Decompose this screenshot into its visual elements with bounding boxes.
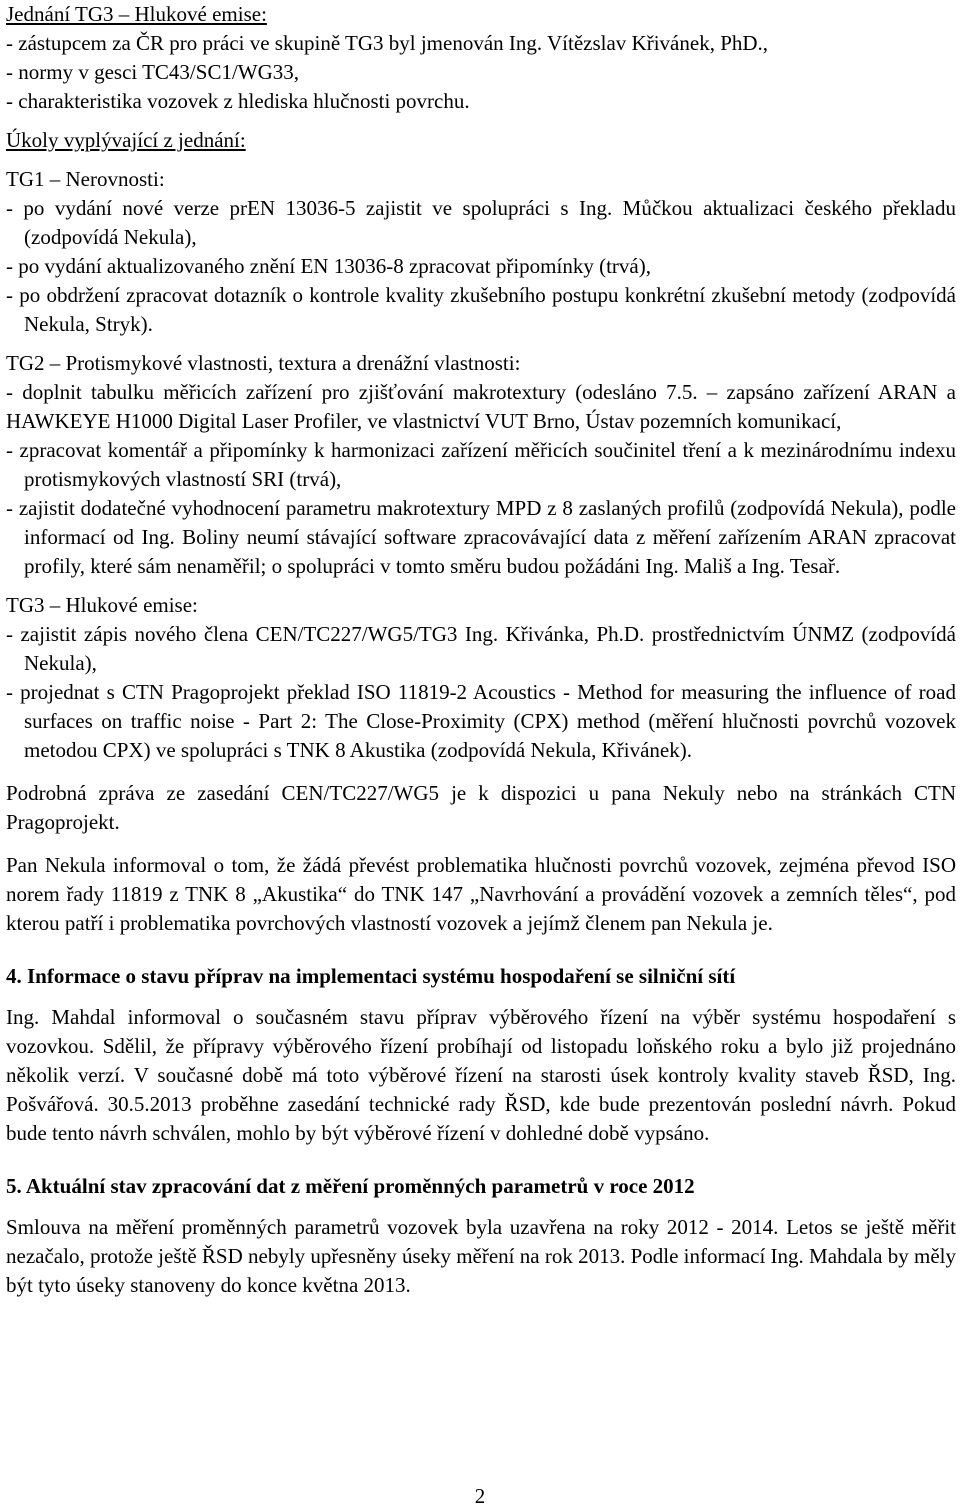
list-item: - doplnit tabulku měřicích zařízení pro zjišťování makrotextury (odesláno 7.5. – zapsáno zařízení ARAN a HAWKEYE H1000 Digital Laser Profiler, ve vlastnictví VUT Brno, Ústav pozemních komunikací, — [6, 380, 956, 433]
list-item: - po vydání aktualizovaného znění EN 13036-8 zpracovat připomínky (trvá), — [6, 254, 651, 278]
tg3-meeting-title: Jednání TG3 – Hlukové emise: — [6, 2, 267, 26]
list-item: - zpracovat komentář a připomínky k harmonizaci zařízení měřicích součinitel tření a k mezinárodnímu indexu protismykových vlastností SRI (trvá), — [6, 438, 956, 491]
list-item: - zástupcem za ČR pro práci ve skupině TG3 byl jmenován Ing. Vítězslav Křivánek, PhD., — [6, 31, 769, 55]
list-item: - po vydání nové verze prEN 13036-5 zajistit ve spolupráci s Ing. Můčkou aktualizaci českého překladu (zodpovídá Nekula), — [6, 196, 956, 249]
tg1-title: TG1 – Nerovnosti: — [6, 167, 165, 191]
list-item: - po obdržení zpracovat dotazník o kontrole kvality zkušebního postupu konkrétní zkušební metody (zodpovídá Nekula, Stryk). — [6, 283, 956, 336]
section-5-text: Smlouva na měření proměnných parametrů vozovek byla uzavřena na roky 2012 - 2014. Letos se ještě měřit nezačalo, protože ještě ŘSD nebyly upřesněny úseky měření na rok 2013. Podle informací Ing. Mahdala by měly být tyto úseky stanoveny do konce května 2013. — [6, 1215, 956, 1297]
section-5-heading: 5. Aktuální stav zpracování dat z měření proměnných parametrů v roce 2012 — [6, 1174, 695, 1198]
list-item: - zajistit zápis nového člena CEN/TC227/WG5/TG3 Ing. Křivánka, Ph.D. prostřednictvím ÚNMZ (zodpovídá Nekula), — [6, 622, 956, 675]
section-4-text: Ing. Mahdal informoval o současném stavu příprav výběrového řízení na výběr systému hospodaření s vozovkou. Sdělil, že přípravy výběrového řízení probíhají od listopadu loňského roku a bylo již projednáno několik verzí. V současné době má toto výběrové řízení na starosti úsek kontroly kvality staveb ŘSD, Ing. Pošvářová. 30.5.2013 proběhne zasedání technické rady ŘSD, kde bude prezentován poslední návrh. Pokud bude tento návrh schválen, mohlo by být výběrové řízení v dohledné době vypsáno. — [6, 1005, 956, 1145]
report-paragraph: Podrobná zpráva ze zasedání CEN/TC227/WG5 je k dispozici u pana Nekuly nebo na stránkách CTN Pragoprojekt. — [6, 781, 956, 834]
section-4-heading: 4. Informace o stavu příprav na implementaci systému hospodaření se silniční sítí — [6, 964, 736, 988]
list-item: - projednat s CTN Pragoprojekt překlad ISO 11819-2 Acoustics - Method for measuring the influence of road surfaces on traffic noise - Part 2: The Close-Proximity (CPX) method (měření hlučnosti povrchů vozovek metodou CPX) ve spolupráci s TNK 8 Akustika (zodpovídá Nekula, Křivánek). — [6, 680, 956, 762]
page-number: 2 — [474, 1484, 486, 1508]
list-item: - charakteristika vozovek z hlediska hlučnosti povrchu. — [6, 89, 470, 113]
list-item: - normy v gesci TC43/SC1/WG33, — [6, 60, 300, 84]
tg2-title: TG2 – Protismykové vlastnosti, textura a drenážní vlastnosti: — [6, 351, 521, 375]
list-item: - zajistit dodatečné vyhodnocení parametru makrotextury MPD z 8 zaslaných profilů (zodpovídá Nekula), podle informací od Ing. Boliny neumí stávající software zpracovávající data z měření zařízením ARAN zpracovat profily, které sám nenaměřil; o spolupráci v tomto směru budou požádáni Ing. Mališ a Ing. Tesař. — [6, 496, 956, 578]
transfer-paragraph: Pan Nekula informoval o tom, že žádá převést problematika hlučnosti povrchů vozovek, zejména převod ISO norem řady 11819 z TNK 8 „Akustika“ do TNK 147 „Navrhování a provádění vozovek a zemních těles“, pod kterou patří i problematika povrchových vlastností vozovek a jejímž členem pan Nekula je. — [6, 853, 956, 935]
document-page — [6, 0, 956, 1300]
tg3-title: TG3 – Hlukové emise: — [6, 593, 198, 617]
tasks-title: Úkoly vyplývající z jednání: — [6, 128, 246, 152]
